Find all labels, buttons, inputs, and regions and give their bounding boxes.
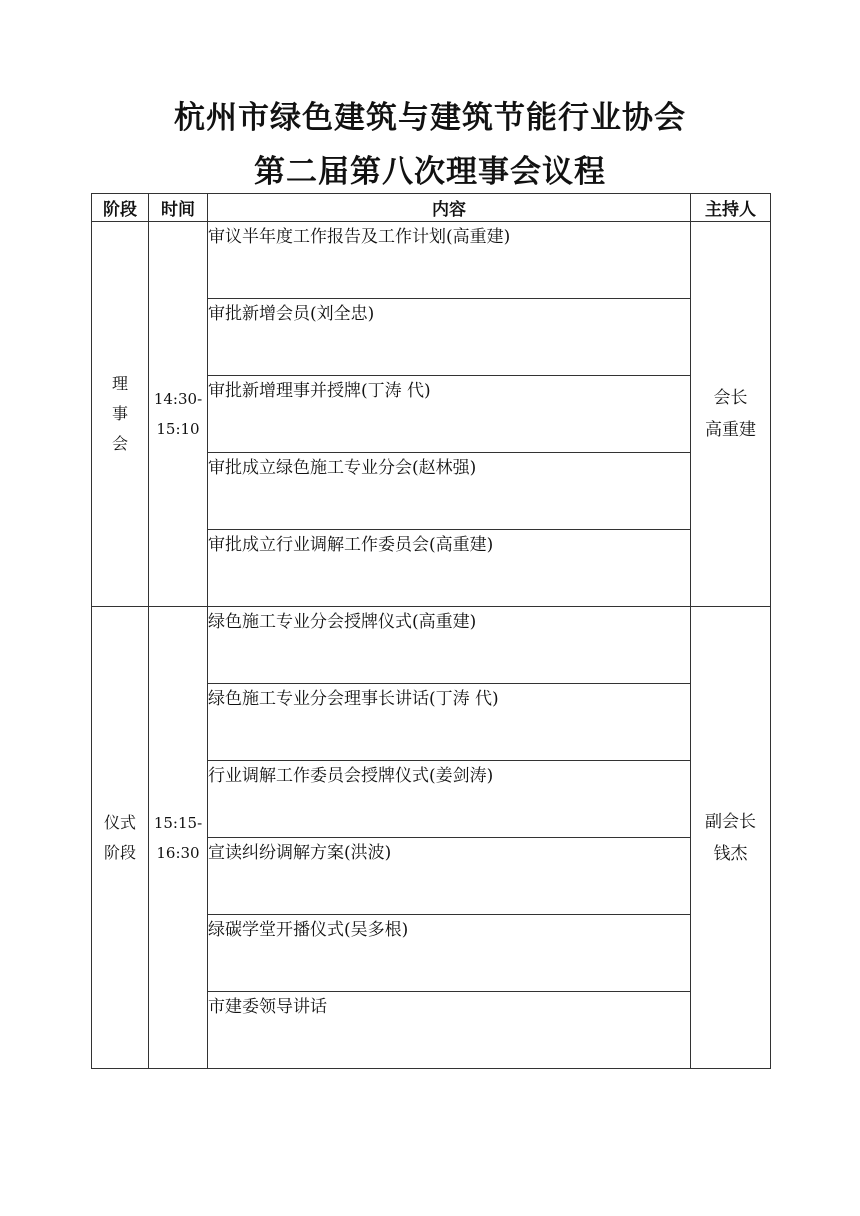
host-name: 钱杰 [713,843,748,864]
document-title-line2: 第二届第八次理事会议程 [254,154,606,190]
document-title-line1: 杭州市绿色建筑与建筑节能行业协会 [174,100,686,136]
time-start: 15:15- [153,813,203,832]
agenda-item: 绿碳学堂开播仪式(吴多根) [208,915,691,992]
agenda-item: 审议半年度工作报告及工作计划(高重建) [208,222,691,299]
time-start: 14:30- [153,390,203,408]
agenda-item: 绿色施工专业分会授牌仪式(高重建) [208,607,691,684]
time-end: 16:30 [156,843,200,862]
agenda-item: 审批成立行业调解工作委员会(高重建) [208,530,691,607]
stage-name-line2: 阶段 [103,842,136,862]
host-cell [691,222,771,607]
header-stage: 阶段 [92,194,149,222]
host-cell [691,607,771,1069]
stage-cell [92,607,149,1069]
agenda-item: 宣读纠纷调解方案(洪波) [208,838,691,915]
agenda-item: 审批新增会员(刘全忠) [208,299,691,376]
stage-name: 理事会 [111,374,128,453]
host-name: 高重建 [705,420,756,440]
agenda-item: 市建委领导讲话 [208,992,691,1069]
time-end: 15:10 [156,420,200,438]
header-host: 主持人 [691,194,771,222]
agenda-item: 审批新增理事并授牌(丁涛 代) [208,376,691,453]
host-title: 副会长 [705,811,756,832]
header-content: 内容 [208,194,691,222]
agenda-item: 绿色施工专业分会理事长讲话(丁涛 代) [208,684,691,761]
agenda-item: 审批成立绿色施工专业分会(赵林强) [208,453,691,530]
host-title: 会长 [713,388,748,408]
table-row [92,607,771,684]
table-row [92,222,771,299]
agenda-table [91,193,771,1069]
time-cell [149,222,208,607]
time-cell [149,607,208,1069]
header-time: 时间 [149,194,208,222]
stage-name-line1: 仪式 [103,812,136,832]
header-row [92,194,771,222]
agenda-item: 行业调解工作委员会授牌仪式(姜剑涛) [208,761,691,838]
stage-cell [92,222,149,607]
